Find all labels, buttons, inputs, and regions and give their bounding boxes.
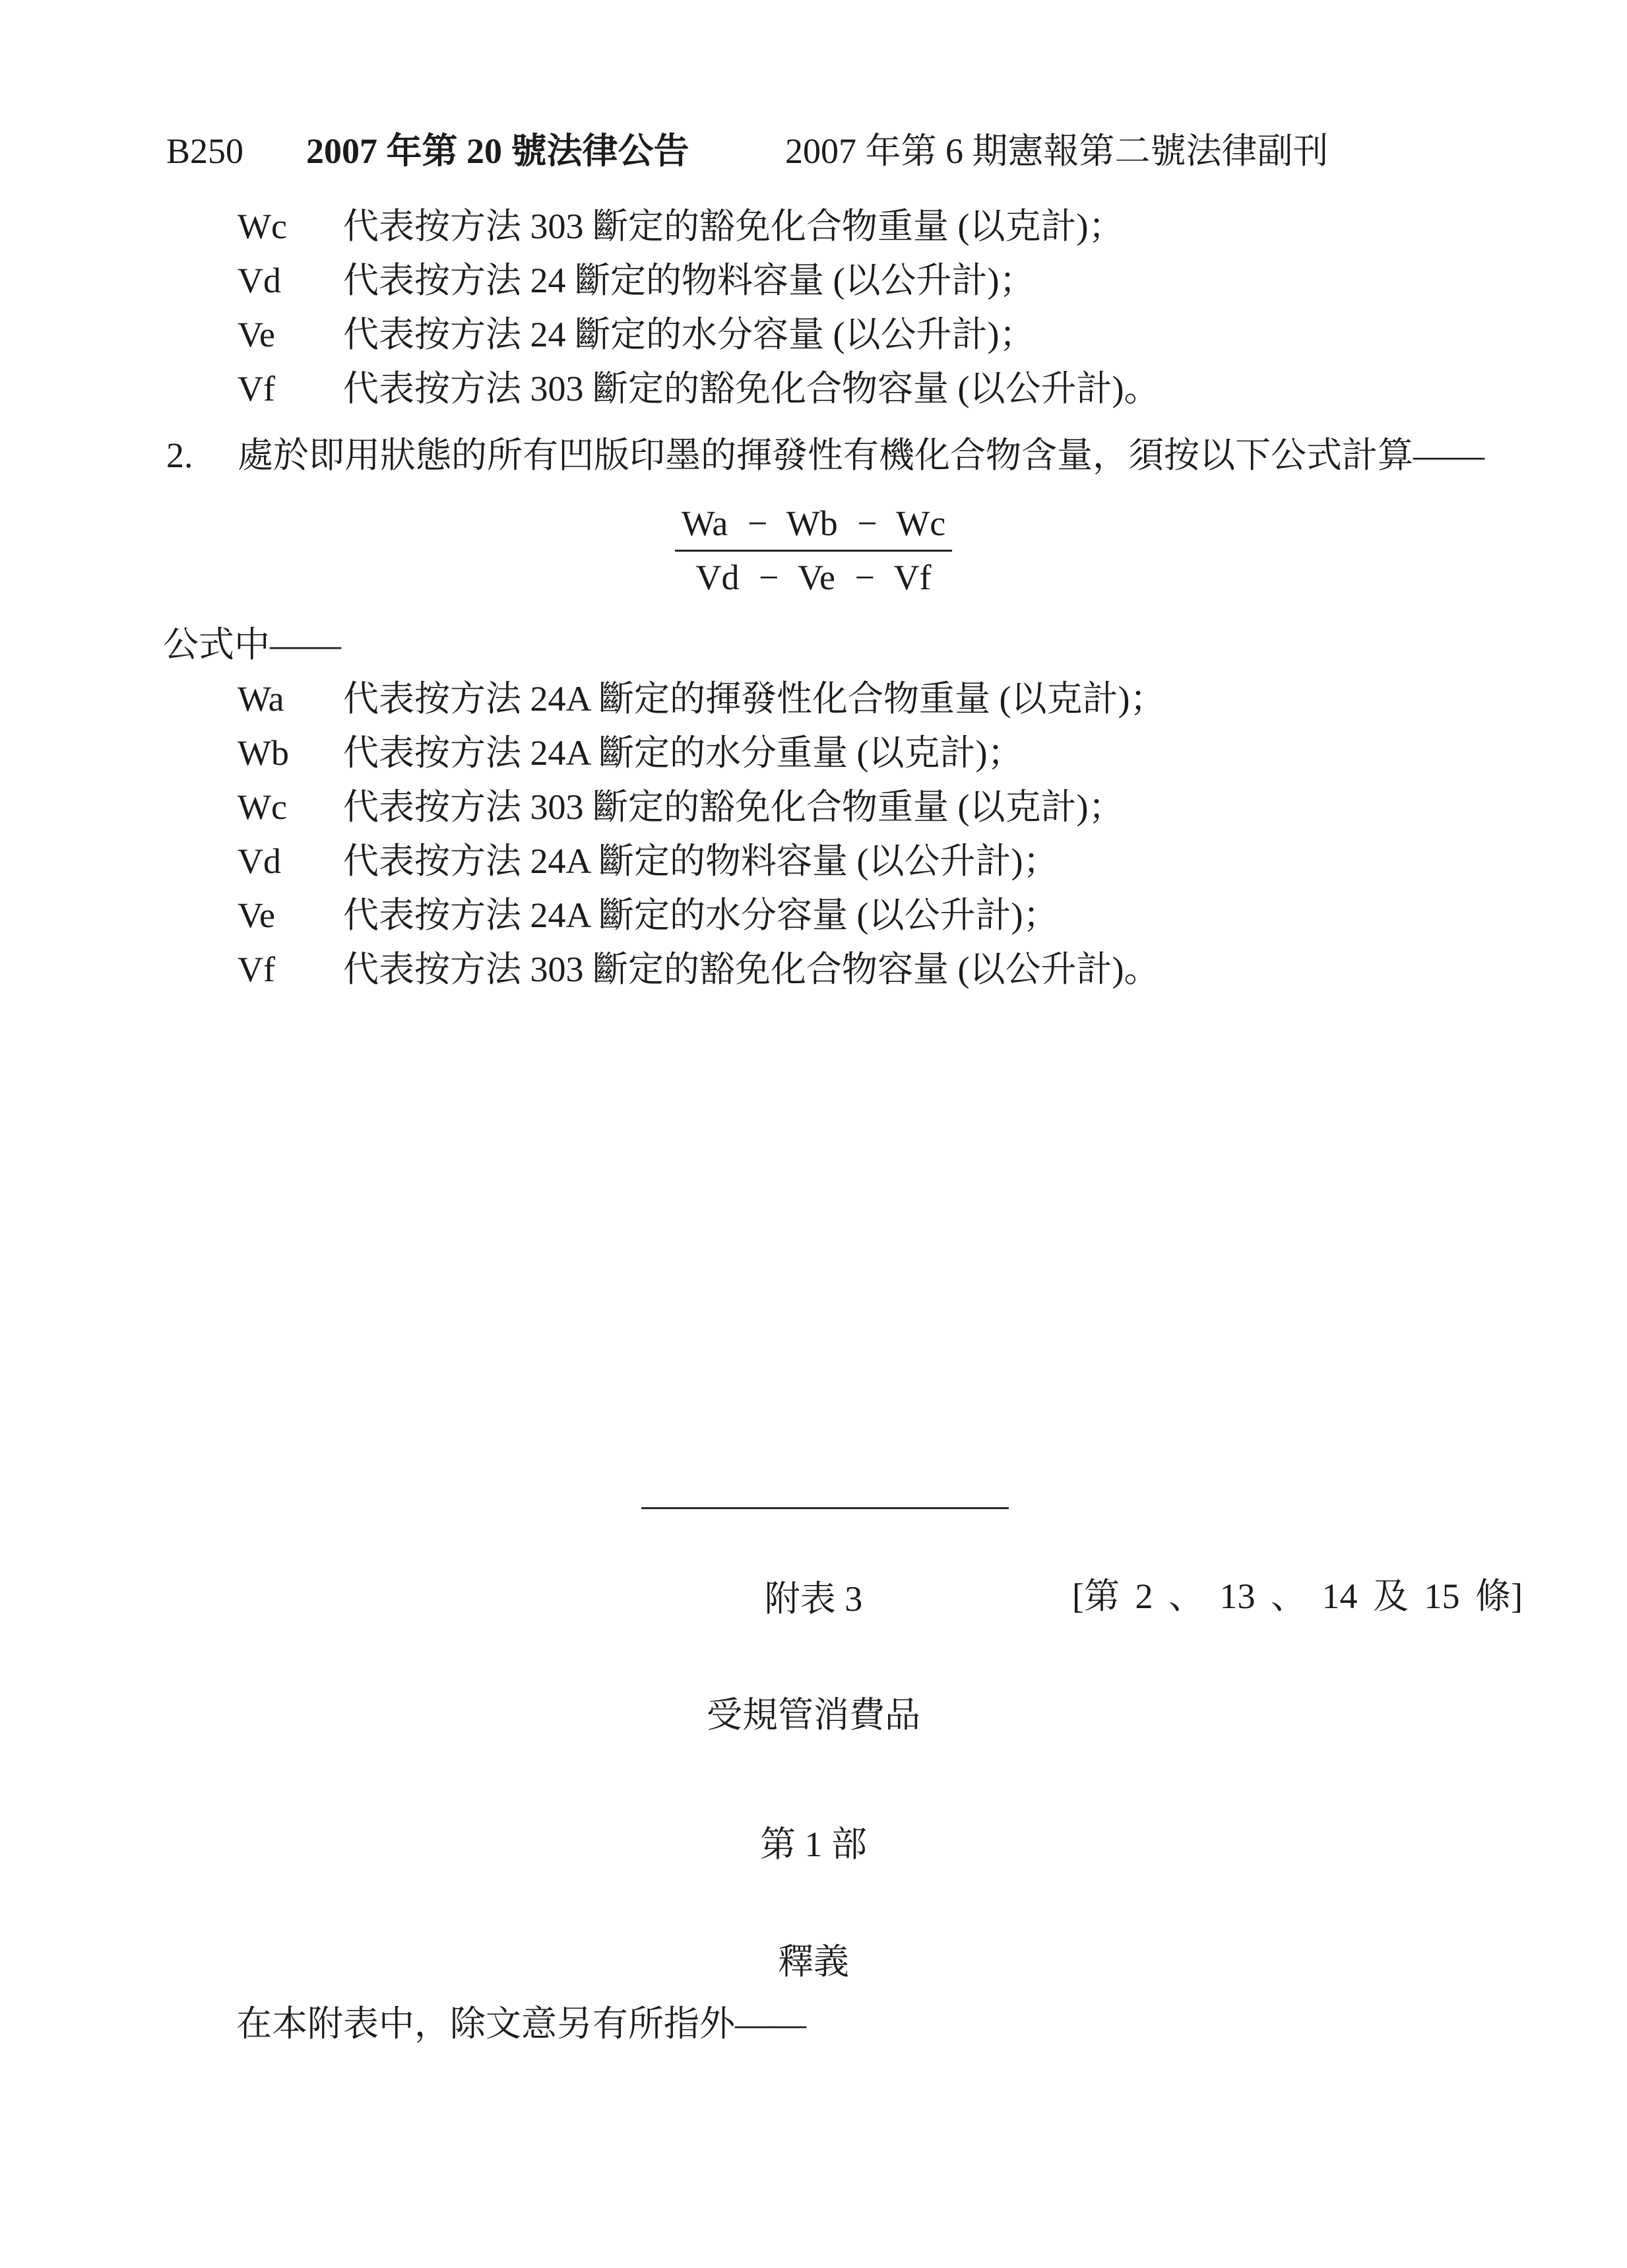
schedule-title: 附表 3	[764, 1579, 863, 1619]
definition-text: 代表按方法 24A 斷定的水分容量 (以公升計)；	[343, 895, 1059, 935]
definition-row	[238, 952, 1159, 987]
definition-label: Wa	[238, 679, 284, 719]
page-number: B250	[166, 131, 244, 171]
section-divider	[641, 1507, 1009, 1509]
definition-label: Vd	[238, 841, 281, 881]
definition-text: 代表按方法 24A 斷定的水分重量 (以克計)；	[343, 733, 1023, 773]
definition-text: 代表按方法 24 斷定的水分容量 (以公升計)；	[343, 315, 1035, 354]
definition-row	[238, 897, 1058, 933]
schedule-intro: 在本附表中，除文意另有所指外——	[236, 2004, 806, 2044]
definition-row	[238, 735, 1023, 771]
definition-label: Ve	[238, 315, 275, 354]
gazette-notice-title: 2007 年第 20 號法律公告	[306, 131, 689, 171]
definition-row	[238, 209, 1124, 244]
definition-label: Wb	[238, 733, 289, 773]
formula-numerator: Wa − Wb − Wc	[681, 503, 946, 543]
formula-denominator: Vd − Ve − Vf	[695, 558, 932, 597]
section-text: 處於即用狀態的所有凹版印墨的揮發性有機化合物含量，須按以下公式計算——	[238, 436, 1484, 475]
gazette-issue-title: 2007 年第 6 期憲報第二號法律副刊	[785, 131, 1329, 171]
definition-text: 代表按方法 303 斷定的豁免化合物重量 (以克計)；	[343, 787, 1124, 827]
definition-label: Vf	[238, 950, 275, 989]
definition-text: 代表按方法 303 斷定的豁免化合物容量 (以公升計)。	[343, 950, 1160, 989]
definition-row	[238, 789, 1124, 825]
definition-row	[238, 681, 1165, 717]
definition-row	[238, 843, 1058, 879]
part-heading: 第 1 部	[760, 1825, 867, 1864]
schedule-sections-ref: [第 2 、 13 、 14 及 15 條]	[1072, 1576, 1523, 1616]
part-subheading: 釋義	[778, 1942, 849, 1982]
definition-row	[238, 317, 1035, 352]
definition-text: 代表按方法 24A 斷定的物料容量 (以公升計)；	[343, 841, 1059, 881]
definition-text: 代表按方法 24A 斷定的揮發性化合物重量 (以克計)；	[343, 679, 1166, 719]
schedule-subject: 受規管消費品	[707, 1695, 920, 1735]
definition-text: 代表按方法 303 斷定的豁免化合物容量 (以公升計)。	[343, 369, 1160, 408]
definition-label: Wc	[238, 207, 287, 246]
definition-row	[238, 371, 1159, 406]
voc-formula	[675, 505, 952, 595]
formula-intro: 公式中——	[163, 625, 341, 664]
definition-label: Vf	[238, 369, 275, 408]
definition-label: Vd	[238, 261, 281, 300]
definition-text: 代表按方法 24 斷定的物料容量 (以公升計)；	[343, 261, 1035, 300]
definition-label: Wc	[238, 787, 287, 827]
definition-row	[238, 263, 1035, 298]
section-number: 2.	[166, 436, 193, 475]
definition-label: Ve	[238, 895, 275, 935]
definition-text: 代表按方法 303 斷定的豁免化合物重量 (以克計)；	[343, 207, 1124, 246]
